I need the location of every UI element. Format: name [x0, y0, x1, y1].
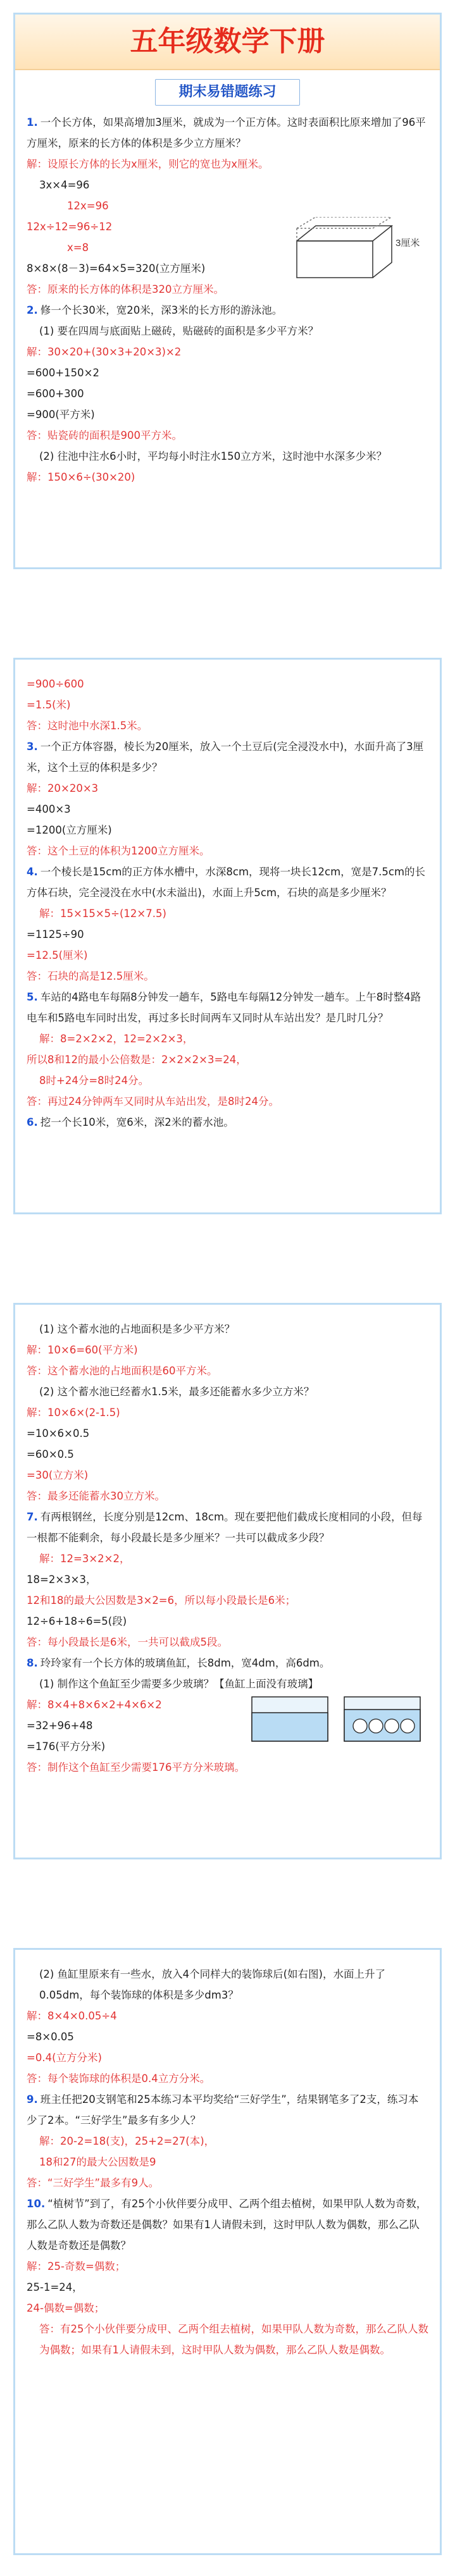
solution-line: 18和27的最大公因数是9 — [39, 2156, 156, 2168]
subtitle-wrap — [27, 79, 428, 106]
solution-line: 解：150×6÷(30×20) — [27, 471, 135, 483]
solution-line: 答：最多还能蓄水30立方米。 — [27, 1490, 165, 1502]
solution-line: 答：每个装饰球的体积是0.4立方分米。 — [27, 2073, 211, 2085]
question-number: 3. — [27, 741, 38, 753]
text-line: =60×0.5 — [27, 1448, 74, 1460]
text-line: (2) 这个蓄水池已经蓄水1.5米，最多还能蓄水多少立方米？ — [39, 1386, 315, 1398]
solution-line: 答：制作这个鱼缸至少需要176平方分米玻璃。 — [27, 1761, 245, 1773]
solution-line: 答：这个蓄水池的占地面积是60平方米。 — [27, 1365, 218, 1377]
solution-line: 解：20×20×3 — [27, 782, 99, 794]
text-line: 12÷6+18÷6=5(段) — [27, 1615, 127, 1627]
question-item — [27, 112, 428, 154]
question-item — [27, 2193, 428, 2256]
question-text: 车站的4路电车每隔8分钟发一趟车，5路电车每隔12分钟发一趟车。上午8时整4路电车和5路电车同时出发，再过多长时间两车又同时从车站出发？是几时几分？ — [27, 991, 421, 1024]
question-number: 10. — [27, 2198, 46, 2210]
card-4-body — [27, 1964, 428, 2360]
cuboid-label: 3厘米 — [396, 238, 420, 249]
cuboid-figure — [290, 217, 423, 287]
question-number: 5. — [27, 991, 38, 1003]
text-line: =176(平方分米) — [27, 1741, 106, 1753]
text-line: =1125÷90 — [27, 928, 84, 940]
solution-line: 12和18的最大公因数是3×2=6，所以每小段最长是6米； — [27, 1594, 296, 1606]
question-number: 9. — [27, 2093, 38, 2105]
text-line: =10×6×0.5 — [27, 1427, 90, 1439]
question-text: 有两根钢丝，长度分别是12cm、18cm。现在要把他们截成长度相同的小段，但每一根都不能剩余，每小段最长是多少厘米？一共可以截成多少段？ — [27, 1511, 423, 1544]
solution-line: 答：这时池中水深1.5米。 — [27, 720, 148, 732]
solution-line: 解：20-2=18(支)，25+2=27(本)， — [39, 2135, 215, 2147]
question-text: 一个棱长是15cm的正方体水槽中，水深8cm，现将一块长12cm，宽是7.5cm的长方体石块，完全浸没在水中(水未溢出)，水面上升5cm，石块的高是多少厘米？ — [27, 866, 426, 899]
solution-line: 12x÷12=96÷12 — [27, 221, 113, 233]
question-number: 2. — [27, 304, 38, 316]
question-item — [27, 861, 428, 903]
question-number: 6. — [27, 1116, 38, 1128]
text-line: =900(平方米) — [27, 409, 95, 421]
solution-line: 答：“三好学生”最多有9人。 — [27, 2177, 159, 2189]
question-item — [27, 1507, 428, 1548]
question-item — [27, 987, 428, 1028]
question-text: 挖一个长10米，宽6米，深2米的蓄水池。 — [40, 1116, 234, 1128]
question-number: 4. — [27, 866, 38, 878]
question-item — [27, 2089, 428, 2131]
solution-line: 答：石块的高是12.5厘米。 — [27, 970, 154, 982]
question-number: 7. — [27, 1511, 38, 1523]
text-line: 8×8×(8－3)=64×5=320(立方厘米) — [27, 262, 206, 274]
question-text: 一个正方体容器，棱长为20厘米，放入一个土豆后(完全浸没水中)，水面升高了3厘米，这个土豆的体积是多少？ — [27, 741, 424, 773]
solution-line: 答：有25个小伙伴要分成甲、乙两个组去植树，如果甲队人数为奇数，那么乙队人数为偶数；如果有1人请假未到，这时甲队人数为偶数，那么乙队人数是偶数。 — [39, 2323, 428, 2356]
solution-line: 解：25-奇数=偶数； — [27, 2260, 126, 2272]
text-line: =600+150×2 — [27, 367, 99, 379]
text-line: =600+300 — [27, 388, 84, 400]
card-1 — [13, 13, 442, 569]
card-3 — [13, 1303, 442, 1859]
fish-tank-figure — [249, 1684, 433, 1747]
solution-line: =1.5(米) — [27, 699, 71, 711]
text-line: =1200(立方厘米) — [27, 824, 112, 836]
solution-line: 解：30×20+(30×3+20×3)×2 — [27, 346, 182, 358]
card-4 — [13, 1948, 442, 2555]
card-2-body — [27, 674, 428, 1133]
solution-line: 解：8×4+8×6×2+4×6×2 — [27, 1699, 162, 1711]
question-text: 一个长方体，如果高增加3厘米，就成为一个正方体。这时表面积比原来增加了96平方厘米，原来的长方体的体积是多少立方厘米？ — [27, 116, 426, 149]
solution-line: 解：10×6=60(平方米) — [27, 1344, 138, 1356]
question-text: 修一个长30米，宽20米，深3米的长方形的游泳池。 — [40, 304, 283, 316]
text-line: (2) 鱼缸里原来有一些水，放入4个同样大的装饰球后(如右图)，水面上升了0.05dm，每个装饰球的体积是多少dm3？ — [39, 1968, 385, 2001]
page-title: 五年级数学下册 — [15, 15, 440, 70]
question-item — [27, 300, 428, 321]
solution-line: 12x=96 — [67, 200, 109, 212]
solution-line: =12.5(厘米) — [27, 949, 88, 961]
text-line: =8×0.05 — [27, 2031, 74, 2043]
question-text: 班主任把20支钢笔和25本练习本平均奖给“三好学生”，结果钢笔多了2支，练习本少了2本。“三好学生”最多有多少人？ — [27, 2093, 419, 2126]
solution-line: 解：15×15×5÷(12×7.5) — [39, 908, 166, 920]
solution-line: 答：这个土豆的体积为1200立方厘米。 — [27, 845, 210, 857]
question-number: 8. — [27, 1657, 38, 1669]
solution-line: =30(立方米) — [27, 1469, 89, 1481]
text-line: 3x×4=96 — [39, 179, 90, 191]
text-line: (2) 往池中注水6小时，平均每小时注水150立方米，这时池中水深多少米？ — [39, 450, 387, 462]
text-line: 25-1=24， — [27, 2281, 83, 2293]
solution-line: 答：每小段最长是6米，一共可以截成5段。 — [27, 1636, 228, 1648]
solution-line: =900÷600 — [27, 678, 84, 690]
question-text: “植树节”到了，有25个小伙伴要分成甲、乙两个组去植树，如果甲队人数为奇数，那么乙队人数为奇数还是偶数？如果有1人请假未到，这时甲队人数为偶数，那么乙队人数是奇数还是偶数？ — [27, 2198, 427, 2252]
question-item — [27, 1653, 428, 1673]
question-number: 1. — [27, 116, 38, 128]
solution-line: 解：8×4×0.05÷4 — [27, 2010, 117, 2022]
text-line: =32+96+48 — [27, 1720, 93, 1732]
solution-line: 答：再过24分钟两车又同时从车站出发，是8时24分。 — [27, 1095, 279, 1107]
question-item — [27, 1112, 428, 1133]
page-subtitle: 期末易错题练习 — [155, 79, 299, 106]
solution-line: 解：8=2×2×2，12=2×2×3， — [39, 1033, 194, 1045]
solution-line: 24-偶数=偶数； — [27, 2302, 105, 2314]
solution-line: =0.4(立方分米) — [27, 2052, 102, 2064]
card-1-body — [27, 112, 428, 488]
solution-line: 8时+24分=8时24分。 — [39, 1075, 149, 1087]
question-text: 玲玲家有一个长方体的玻璃鱼缸，长8dm，宽4dm，高6dm。 — [40, 1657, 330, 1669]
card-2 — [13, 658, 442, 1214]
solution-line: 解：10×6×(2-1.5) — [27, 1407, 120, 1419]
solution-line: 答：原来的长方体的体积是320立方厘米。 — [27, 283, 224, 295]
solution-line: 解：设原长方体的长为x厘米，则它的宽也为x厘米。 — [27, 158, 269, 170]
solution-line: 所以8和12的最小公倍数是：2×2×2×3=24， — [27, 1054, 247, 1066]
solution-line: x=8 — [67, 242, 89, 254]
text-line: (1) 这个蓄水池的占地面积是多少平方米？ — [39, 1323, 235, 1335]
text-line: =400×3 — [27, 803, 71, 815]
text-line: 18=2×3×3， — [27, 1574, 97, 1586]
text-line: (1) 要在四周与底面贴上磁砖，贴磁砖的面积是多少平方米？ — [39, 325, 319, 337]
question-item — [27, 736, 428, 778]
text-line: (1) 制作这个鱼缸至少需要多少玻璃？【鱼缸上面没有玻璃】 — [39, 1678, 319, 1690]
solution-line: 解：12=3×2×2， — [39, 1553, 130, 1565]
solution-line: 答：贴瓷砖的面积是900平方米。 — [27, 429, 182, 441]
